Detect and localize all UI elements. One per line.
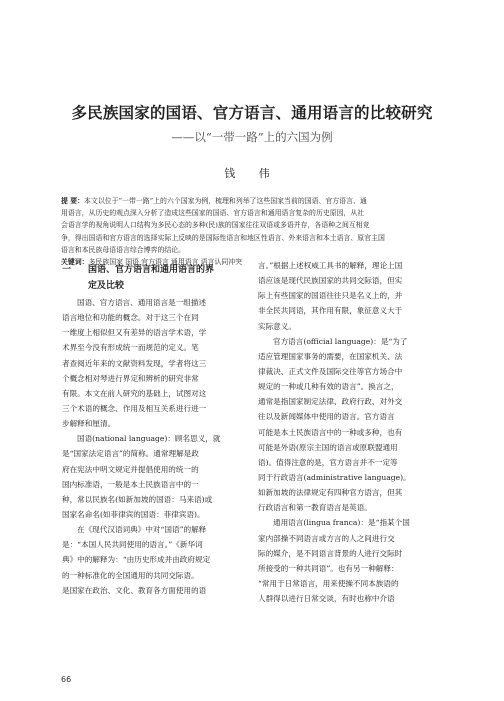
- body-text-line: 语应该是现代民族国家的共同交际语，但实: [258, 276, 403, 286]
- body-text-line: 国内标准语，一般是本土民族语言中的一: [62, 479, 199, 489]
- right-column: [258, 258, 454, 606]
- body-text-line: 同于行政语言(administrative language)。: [258, 472, 411, 482]
- body-text-line: 语)。值得注意的是，官方语言并不一定等: [258, 457, 398, 467]
- body-text-line: 步解释和厘清。: [62, 419, 116, 429]
- body-text-line: 际上有些国家的国语往往只是名义上的，并: [258, 291, 403, 301]
- body-text-line: 人群得以进行日常交谈，有时也称中介语: [258, 594, 395, 604]
- abstract-label: 提 要：: [61, 197, 85, 205]
- abstract-line: 会语言学的视角说明人口结构为多民心态的多种(民)族的国家往往双语或多语并存，各语种之间互相竞: [61, 221, 370, 230]
- abstract-line: 争，得出国语和官方语言的选择实际上反映的是国际性语言和地区性语言、外来语言和本土语言、原官主国: [61, 233, 385, 242]
- body-text-line: 实际意义。: [258, 321, 296, 331]
- body-text-line: 通常是指国家制定法律、政府行政、对外交: [258, 397, 403, 407]
- keywords-label: 关键词：: [61, 257, 89, 266]
- abstract-line: 语言和本民族母语语言综合博弈的结论。: [61, 245, 186, 254]
- body-text-line: 言。”根据上述权威工具书的解释，理论上国: [258, 261, 403, 270]
- author-name: 钱 伟: [224, 167, 280, 180]
- body-text-line: 国语(national language)：顾名思义，就: [77, 434, 221, 444]
- section-number: 一: [62, 265, 72, 275]
- body-text-line: 家内部操不同语言或方言的人之间进行交: [258, 533, 395, 543]
- abstract-line: [61, 195, 451, 207]
- body-text-line: 国家名命名(如菲律宾的国语：菲律宾语)。: [62, 509, 205, 519]
- body-text-line: 的一种标准化的全国通用的共同交际语。: [62, 570, 199, 580]
- body-text-line: 适应管理国家事务的需要，在国家机关、法: [258, 351, 403, 361]
- body-text-line: 是国家在政治、文化、教育各方面使用的语: [62, 585, 207, 595]
- body-text-line: 语言地位和功能的概念。对于这三个在同: [62, 313, 199, 323]
- body-text-line: 国语、官方语言、通用语言是一组描述: [77, 298, 207, 307]
- keywords-text: 多民族国家 国语 官方语言 通用语言 语言认同冲突: [88, 257, 243, 266]
- body-text-line: 可能是外语(原宗主国的语言或原联盟通用: [258, 442, 398, 452]
- body-text-line: 者查阅近年来的文献资料发现，学者将这三: [62, 358, 207, 368]
- body-text-line: 种，常以民族名(如新加坡的国语：马来语)或: [62, 494, 213, 504]
- abstract-text: 本文以位于“一带一路”上的六个国家为例，梳理和列举了这些国家当前的国语、官方语言、通: [84, 197, 367, 205]
- left-column: [62, 256, 258, 598]
- body-text-line: 一维度上相似但又有差异的语言学术语，学: [62, 328, 207, 338]
- body-text-line: “常用于日常语言，用来使操不同本族语的: [258, 578, 399, 588]
- left-column-body: [62, 295, 258, 598]
- body-text-line: 三个术语的概念、作用及相互关系进行进一: [62, 403, 207, 413]
- body-text-line: 通用语言(lingua franca)：是“指某个国: [273, 518, 410, 528]
- body-text-line: 际的媒介，是不同语言背景的人进行交际时: [258, 548, 403, 558]
- right-column-body: [258, 258, 454, 606]
- body-text-line: 有限。本文在前人研究的基础上，试图对这: [62, 388, 207, 398]
- body-text-line: 官方语言(official language)：是“为了: [273, 336, 408, 346]
- body-text-line: 在《现代汉语词典》中对“国语”的解释: [77, 525, 207, 535]
- body-text-line: 非全民共同语，其作用有限，象征意义大于: [258, 306, 403, 316]
- section-title-line1: 国语、官方语言和通用语言的界: [88, 265, 215, 275]
- body-text-line: 是：“本国人民共同使用的语言。”《新华词: [62, 540, 203, 550]
- page-number: 66: [61, 675, 72, 684]
- body-text-line: 规定的一种或几种有效的语言”。换言之，: [258, 382, 399, 392]
- body-text-line: 术界至今没有形成统一而规范的定义。笔: [62, 343, 199, 353]
- article-subtitle: ——以“一带一路”上的六国为例: [171, 130, 333, 144]
- section-title-line2: 定及比较: [88, 281, 125, 291]
- body-text-line: 所接受的一种共同语”。也有另一种解释：: [258, 563, 399, 573]
- abstract-line: 用语言，从历史的观点深入分析了造成这些国家的国语、官方语言和通用语言复杂的历史原因，从社: [61, 209, 365, 218]
- body-text-line: 如新加坡的法律规定有四种官方语言，但其: [258, 488, 403, 498]
- section-heading: [62, 262, 258, 294]
- body-text-line: 往以及新闻媒体中使用的语言。官方语言: [258, 412, 395, 422]
- body-text-line: 个概念相对琴进行界定和辨析的研究非常: [62, 373, 199, 383]
- body-text-line: 行政语言和第一教育语言是英语。: [258, 503, 372, 513]
- body-text-line: 律裁决、正式文件及国际交往等官方场合中: [258, 366, 403, 376]
- article-title: 多民族国家的国语、官方语言、通用语言的比较研究: [71, 104, 433, 122]
- body-text-line: 典》中的解释为：“由历史形成并由政府规定: [62, 555, 211, 565]
- body-text-line: 是“国家法定语言”的简称。通常理解是政: [62, 449, 199, 459]
- body-text-line: 府在宪法中明文规定并提倡使用的统一的: [62, 464, 199, 474]
- body-text-line: 可能是本土民族语言中的一种或多种，也有: [258, 427, 403, 437]
